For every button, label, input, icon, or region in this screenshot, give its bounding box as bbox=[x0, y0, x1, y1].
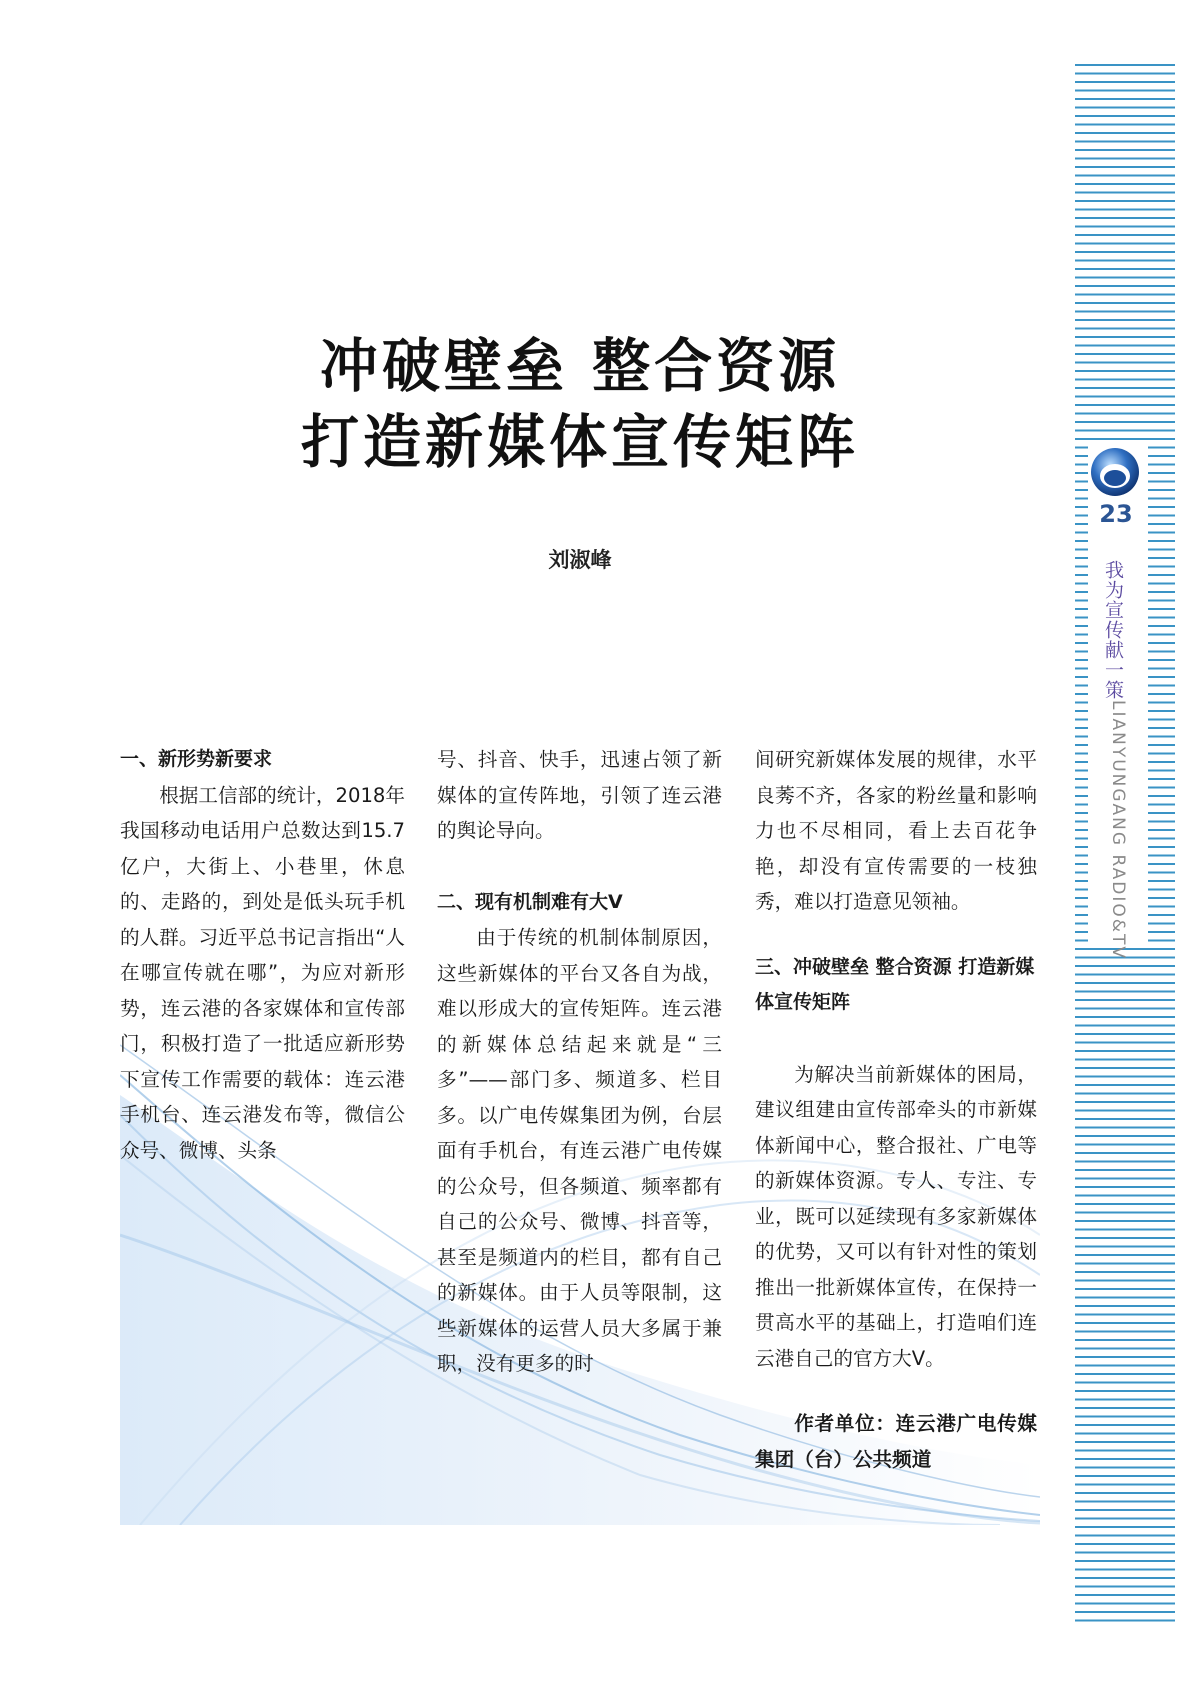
column-1 bbox=[120, 742, 405, 1168]
column-2 bbox=[437, 742, 722, 1382]
section-label: 我为宣传献一策 bbox=[1102, 560, 1124, 700]
page-number: 23 bbox=[1099, 500, 1133, 528]
section-1-continuation: 号、抖音、快手，迅速占领了新媒体的宣传阵地，引领了连云港的舆论导向。 bbox=[437, 748, 722, 842]
author-affiliation: 作者单位：连云港广电传媒集团（台）公共频道 bbox=[755, 1412, 1037, 1471]
section-heading-3: 三、冲破壁垒 整合资源 打造新媒体宣传矩阵 bbox=[755, 955, 1035, 1013]
section-2-continuation: 间研究新媒体发展的规律，水平良莠不齐，各家的粉丝量和影响力也不尽相同，看上去百花争艳，却没有宣传需要的一枝独秀，难以打造意见领袖。 bbox=[755, 748, 1037, 913]
section-1-paragraph: 根据工信部的统计，2018年我国移动电话用户总数达到15.7亿户，大街上、小巷里，休息的、走路的，到处是低头玩手机的人群。习近平总书记言指出“人在哪宣传就在哪”，为应对新形势，连云港的各家媒体和宣传部门，积极打造了一批适应新形势下宣传工作需要的载体：连云港手机台、连云港发布等，微信公众号、微博、头条 bbox=[120, 783, 405, 1162]
section-3-paragraph: 为解决当前新媒体的困局，建议组建由宣传部牵头的市新媒体新闻中心，整合报社、广电等的新媒体资源。专人、专注、专业，既可以延续现有多家新媒体的优势，又可以有针对性的策划推出一批新媒体宣传，在保持一贯高水平的基础上，打造咱们连云港自己的官方大V。 bbox=[755, 1062, 1037, 1370]
section-label-en: LIANYUNGANG RADIO&TV bbox=[1108, 700, 1128, 960]
title-line-2: 打造新媒体宣传矩阵 bbox=[300, 408, 859, 476]
section-heading-1: 一、新形势新要求 bbox=[120, 748, 273, 770]
title-line-1: 冲破壁垒 整合资源 bbox=[319, 332, 841, 400]
author-name: 刘淑峰 bbox=[548, 548, 612, 572]
article-title bbox=[0, 328, 1160, 480]
column-3 bbox=[755, 742, 1037, 1477]
section-heading-2: 二、现有机制难有大V bbox=[437, 890, 623, 913]
section-2-paragraph: 由于传统的机制体制原因，这些新媒体的平台又各自为战，难以形成大的宣传矩阵。连云港的新媒体总结起来就是“三多”——部门多、频道多、栏目多。以广电传媒集团为例，台层面有手机台，有连云港广电传媒的公众号，但各频道、频率都有自己的公众号、微博、抖音等，甚至是频道内的栏目，都有自己的新媒体。由于人员等限制，这些新媒体的运营人员大多属于兼职，没有更多的时 bbox=[437, 926, 722, 1375]
